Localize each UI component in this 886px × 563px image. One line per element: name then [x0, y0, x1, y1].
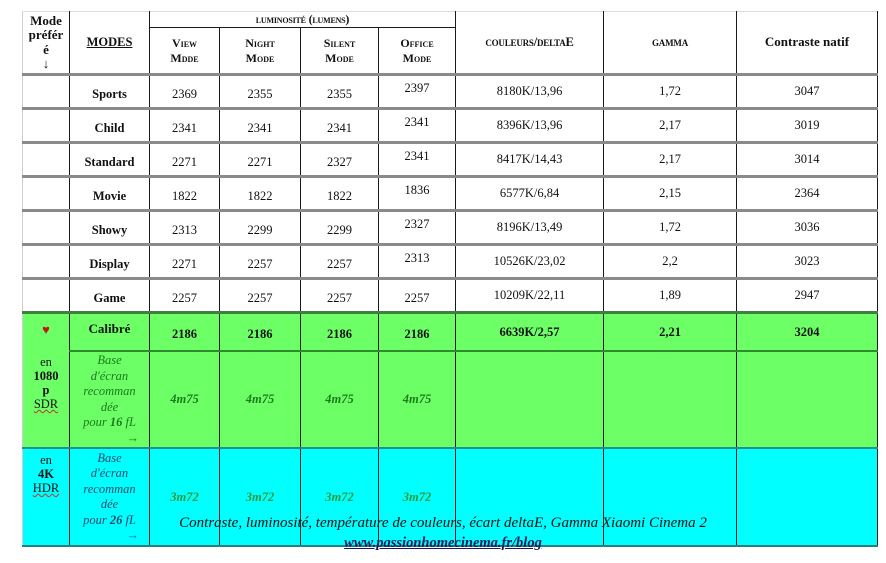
distance-value: 3m72 — [220, 448, 301, 546]
night-value: 2299 — [220, 211, 301, 245]
distance-value: 4m75 — [379, 351, 456, 448]
office-value: 2313 — [379, 245, 456, 279]
silent-value: 2257 — [301, 245, 379, 279]
comparison-table — [22, 11, 878, 547]
preferred-marker — [23, 313, 70, 352]
caption: Contraste, luminosité, température de couleurs, écart deltaE, Gamma Xiaomi Cinema 2 — [179, 515, 707, 531]
mode-name: Calibré — [70, 313, 150, 352]
contraste-value: 3023 — [737, 245, 878, 279]
view-value: 2186 — [150, 313, 220, 352]
note-line: d'écran — [90, 466, 129, 480]
table-row-calibre — [23, 313, 878, 352]
table-row-sdr-distance — [23, 351, 878, 448]
empty-cell — [456, 351, 604, 448]
preferred-mode-header — [23, 12, 70, 75]
office-value: 2186 — [379, 313, 456, 352]
pref-cell — [23, 279, 70, 313]
pref-cell — [23, 109, 70, 143]
mode-name: Sports — [70, 75, 150, 109]
view-value: 2257 — [150, 279, 220, 313]
note-line: Base — [97, 450, 122, 465]
luminosite-label: luminosité (lumens) — [255, 12, 350, 26]
office-value: 2257 — [379, 279, 456, 313]
night-value: 1822 — [220, 177, 301, 211]
pref-header-line: é — [43, 41, 49, 57]
col-label: Mdde — [170, 50, 199, 65]
silent-value: 2257 — [301, 279, 379, 313]
couleurs-value: 10526K/23,02 — [456, 245, 604, 279]
contraste-value: 3047 — [737, 75, 878, 109]
down-arrow-icon: ↓ — [42, 56, 50, 71]
note-line: Base — [97, 353, 122, 367]
hdr-label-line: en — [40, 453, 52, 467]
col-label: Mode — [245, 50, 275, 65]
col-label: Office — [400, 35, 434, 50]
silent-value: 2341 — [301, 109, 379, 143]
sdr-label-line: SDR — [33, 397, 59, 411]
contraste-header: Contraste natif — [737, 12, 878, 75]
gamma-value: 1,89 — [604, 279, 737, 313]
view-value: 2313 — [150, 211, 220, 245]
silent-value: 2327 — [301, 143, 379, 177]
mode-name: Child — [70, 109, 150, 143]
sdr-note — [70, 351, 150, 448]
couleurs-value: 8196K/13,49 — [456, 211, 604, 245]
modes-header: MODES — [70, 12, 150, 75]
night-mode-header — [220, 28, 301, 75]
office-value: 2341 — [379, 109, 456, 143]
note-line: dée — [100, 497, 119, 511]
note-line: recomman — [83, 481, 136, 496]
contraste-value: 2947 — [737, 279, 878, 313]
couleurs-value: 6577K/6,84 — [456, 177, 604, 211]
note-line: d'écran — [90, 368, 129, 383]
night-value: 2257 — [220, 245, 301, 279]
distance-value: 4m75 — [150, 351, 220, 448]
mode-name: Movie — [70, 177, 150, 211]
night-value: 2341 — [220, 109, 301, 143]
heart-icon: ♥ — [42, 321, 50, 337]
table-row-display — [23, 245, 878, 279]
silent-value: 1822 — [301, 177, 379, 211]
silent-value: 2186 — [301, 313, 379, 352]
couleurs-value: 6639K/2,57 — [456, 313, 604, 352]
distance-value: 4m75 — [220, 351, 301, 448]
office-value: 2341 — [379, 143, 456, 177]
empty-cell — [604, 351, 737, 448]
col-label: Mode — [402, 50, 432, 65]
silent-value: 2355 — [301, 75, 379, 109]
sdr-label-line: 1080 — [33, 369, 59, 383]
couleurs-header: couleurs/deltaE — [456, 12, 604, 75]
night-value: 2271 — [220, 143, 301, 177]
contraste-value: 3036 — [737, 211, 878, 245]
silent-mode-header — [301, 28, 379, 75]
luminosite-header — [150, 12, 456, 28]
contraste-value: 3019 — [737, 109, 878, 143]
distance-value: 3m72 — [150, 448, 220, 546]
distance-value: 3m72 — [379, 448, 456, 546]
table-row-standard — [23, 143, 878, 177]
col-label: Mode — [325, 50, 354, 65]
gamma-value: 2,15 — [604, 177, 737, 211]
pref-cell — [23, 211, 70, 245]
contraste-value: 3014 — [737, 143, 878, 177]
table-row-game — [23, 279, 878, 313]
table-row-sports — [23, 75, 878, 109]
pref-header-line: Mode — [30, 12, 62, 28]
note-value: 26 — [109, 512, 123, 527]
hdr-label-line: HDR — [32, 481, 60, 495]
office-value: 2397 — [379, 75, 456, 109]
note-unit: fL — [122, 512, 136, 527]
note-line: recomman — [83, 384, 136, 398]
view-value: 2369 — [150, 75, 220, 109]
gamma-value: 2,2 — [604, 245, 737, 279]
couleurs-value: 10209K/22,11 — [456, 279, 604, 313]
view-mode-header — [150, 28, 220, 75]
couleurs-value: 8180K/13,96 — [456, 75, 604, 109]
pref-cell — [23, 177, 70, 211]
couleurs-value: 8417K/14,43 — [456, 143, 604, 177]
sdr-label-line: en — [40, 355, 52, 369]
mode-name: Game — [70, 279, 150, 313]
sdr-label — [23, 351, 70, 448]
note-value: 16 — [109, 415, 123, 429]
hdr-label-line: 4K — [38, 467, 54, 481]
note-line: pour — [83, 512, 110, 527]
empty-cell — [737, 351, 878, 448]
note-unit: fL — [122, 415, 136, 429]
contraste-value: 3204 — [737, 313, 878, 352]
right-arrow-icon: → — [126, 528, 139, 542]
pref-header-line: préfér — [28, 27, 64, 42]
sdr-label-line: p — [42, 383, 50, 397]
gamma-value: 2,17 — [604, 109, 737, 143]
header-row-1 — [23, 12, 878, 28]
col-label: View — [171, 35, 198, 50]
pref-cell — [23, 143, 70, 177]
pref-cell — [23, 245, 70, 279]
gamma-value: 2,17 — [604, 143, 737, 177]
office-mode-header — [379, 28, 456, 75]
gamma-value: 2,21 — [604, 313, 737, 352]
night-value: 2257 — [220, 279, 301, 313]
distance-value: 3m72 — [301, 448, 379, 546]
office-value: 1836 — [379, 177, 456, 211]
table-row-child — [23, 109, 878, 143]
view-value: 1822 — [150, 177, 220, 211]
gamma-value: 1,72 — [604, 75, 737, 109]
view-value: 2271 — [150, 245, 220, 279]
col-label: Night — [245, 35, 275, 50]
mode-name: Display — [70, 245, 150, 279]
office-value: 2327 — [379, 211, 456, 245]
blog-link[interactable]: www.passionhomecinema.fr/blog — [344, 535, 542, 551]
distance-value: 4m75 — [301, 351, 379, 448]
pref-cell — [23, 75, 70, 109]
night-value: 2355 — [220, 75, 301, 109]
gamma-value: 1,72 — [604, 211, 737, 245]
mode-name: Standard — [70, 143, 150, 177]
col-label: Silent — [323, 35, 356, 50]
couleurs-value: 8396K/13,96 — [456, 109, 604, 143]
night-value: 2186 — [220, 313, 301, 352]
silent-value: 2299 — [301, 211, 379, 245]
table-row-movie — [23, 177, 878, 211]
right-arrow-icon: → — [126, 430, 139, 445]
contraste-value: 2364 — [737, 177, 878, 211]
mode-name: Showy — [70, 211, 150, 245]
note-line: pour — [83, 415, 110, 429]
view-value: 2341 — [150, 109, 220, 143]
gamma-header: gamma — [604, 12, 737, 75]
note-line: dée — [100, 399, 119, 414]
table-row-showy — [23, 211, 878, 245]
view-value: 2271 — [150, 143, 220, 177]
